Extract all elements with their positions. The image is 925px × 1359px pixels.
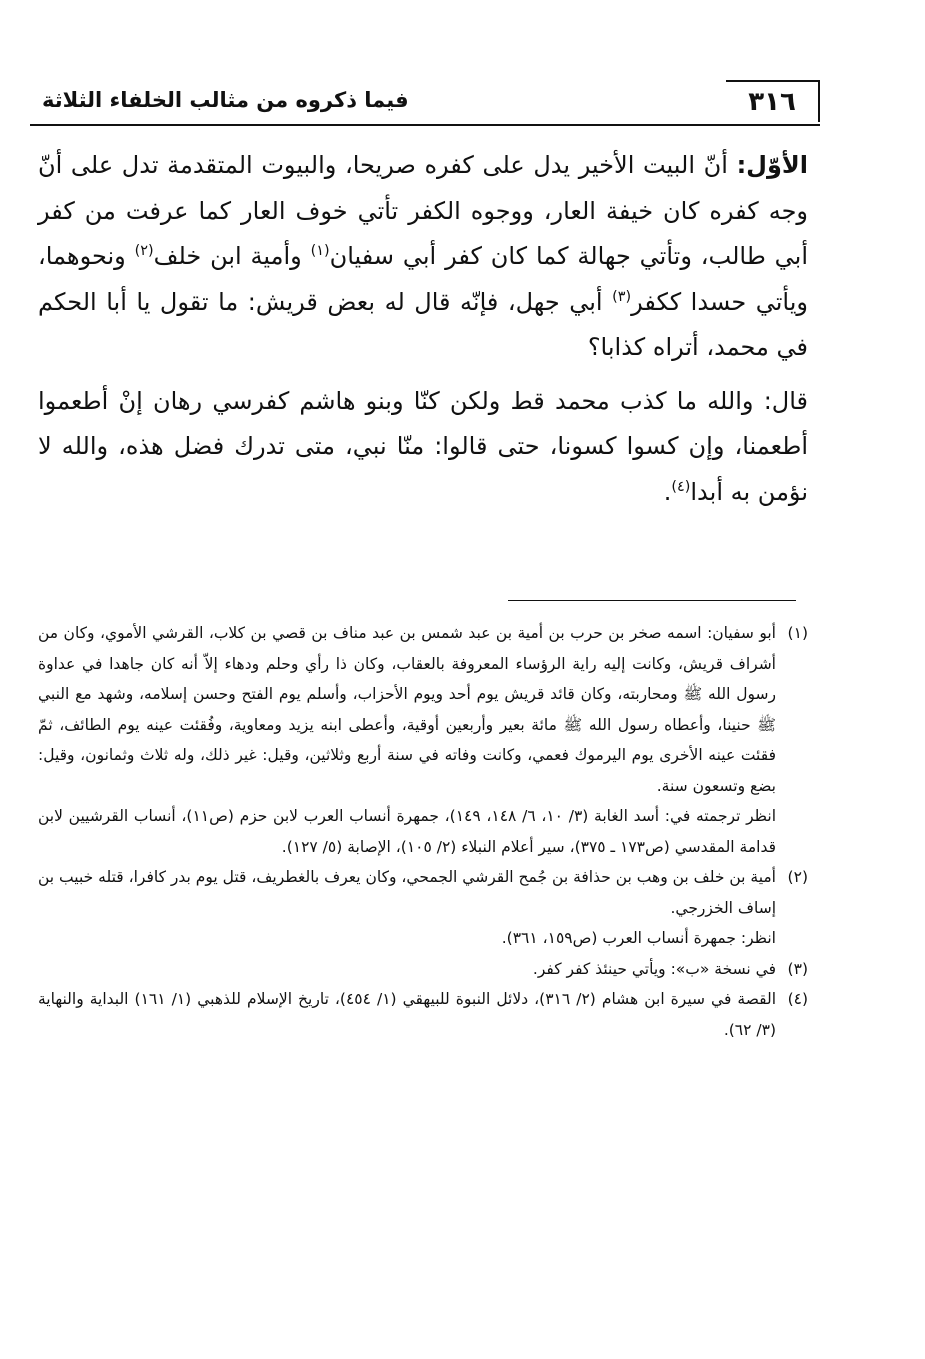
paragraph-text: وأمية ابن خلف <box>153 242 311 270</box>
footnotes <box>38 618 808 1045</box>
footnote-number: (٤) <box>787 990 809 1008</box>
footnote-4 <box>38 984 808 1045</box>
paragraph-1 <box>38 143 808 371</box>
footnote-1 <box>38 618 808 801</box>
footnote-text: في نسخة «ب»: ويأتي حينئذ كفر كفر. <box>532 959 776 978</box>
paragraph-text: ونحوهما، ويأتي حسدا ككفر <box>38 242 808 316</box>
footnote-number: (٣) <box>787 959 808 978</box>
footnote-number: (١) <box>787 624 808 642</box>
main-text <box>38 143 808 515</box>
paragraph-text: قال: والله ما كذب محمد قط ولكن كنّا وبنو هاشم كفرسي رهان إنْ أطعموا أطعمنا، وإن كسوا كسونا، حتى قالوا: منّا نبي، متى تدرك فضل هذه، والله لا نؤمن به أبدا <box>38 386 808 506</box>
footnote-3 <box>38 954 808 985</box>
paragraph-text: . <box>663 477 672 506</box>
footnote-2-reference: انظر: جمهرة أنساب العرب (ص١٥٩، ٣٦١). <box>501 929 776 947</box>
footnote-text: أبو سفيان: اسمه صخر بن حرب بن أمية بن عبد شمس بن عبد مناف بن قصي بن كلاب، القرشي الأموي، وكان من أشراف قريش، وكانت إليه راية الرؤساء المعروفة بالعقاب، وكان ذا رأي وحلم ودهاء إلاّ أنه كان جاهدا في عداوة رسول الله ﷺ ومحاربته، وكان قائد قريش يوم أحد ويوم الأحزاب، وأسلم يوم الفتح وحسن إسلامه، وشهد مع النبي ﷺ حنينا، وأعطاه رسول الله ﷺ مائة بعير وأربعين أوقية، وأعطى ابنه يزيد ومعاوية، وفُقئت عينه يوم الطائف، ثمّ فقئت عينه الأخرى يوم اليرموك فعمي، وكانت وفاته في سنة أربع وثلاثين، وقيل: غير ذلك، وله ثلاث وثمانون، وقيل: بضع وتسعون سنة. <box>38 624 776 795</box>
footnote-separator <box>508 600 796 601</box>
paragraph-text: أنّ البيت الأخير يدل على كفره صريحا، والبيوت المتقدمة تدل على أنّ وجه كفره كان خيفة العار، ووجوه الكفر تأتي خوف العار كما عرفت من كفر أبي طالب، وتأتي جهالة كما كان كفر أبي سفيان <box>38 151 808 270</box>
footnote-ref-4: (٤) <box>671 478 691 495</box>
footnote-ref-2: (٢) <box>134 243 154 259</box>
footnote-text: أمية بن خلف بن وهب بن حذافة بن جُمح القرشي الجمحي، وكان يعرف بالغطريف، قتل يوم بدر كافرا، قتله خبيب بن إساف الخزرجي. <box>38 868 776 917</box>
paragraph-2 <box>38 379 808 516</box>
footnote-2 <box>38 862 808 923</box>
paragraph-text: أبي جهل، فإنّه قال له بعض قريش: ما تقول يا أبا الحكم في محمد، أتراه كذابا؟ <box>38 287 808 361</box>
page-header <box>30 70 820 126</box>
footnote-1-reference: انظر ترجمته في: أسد الغابة (٣/ ١٠، ٦/ ١٤٨، ١٤٩)، جمهرة أنساب العرب لابن حزم (ص١١)، أنساب القرشيين لابن قدامة المقدسي (ص١٧٣ ـ ٣٧٥)، سير أعلام النبلاء (٢/ ١٠٥)، الإصابة (٥/ ١٢٧). <box>38 807 776 856</box>
footnote-ref-1: (١) <box>310 243 330 259</box>
footnote-number: (٢) <box>787 868 808 886</box>
running-title: فيما ذكروه من مثالب الخلفاء الثلاثة <box>42 88 409 112</box>
page-number: ٣١٦ <box>726 80 820 122</box>
footnote-text: القصة في سيرة ابن هشام (٢/ ٣١٦)، دلائل النبوة للبيهقي (١/ ٤٥٤)، تاريخ الإسلام للذهبي (١/ ١٦١) البداية والنهاية (٣/ ٦٢). <box>38 990 777 1039</box>
paragraph-lead: الأوّل: <box>736 151 808 179</box>
header-rule <box>30 124 820 126</box>
footnote-ref-3: (٣) <box>612 288 632 305</box>
